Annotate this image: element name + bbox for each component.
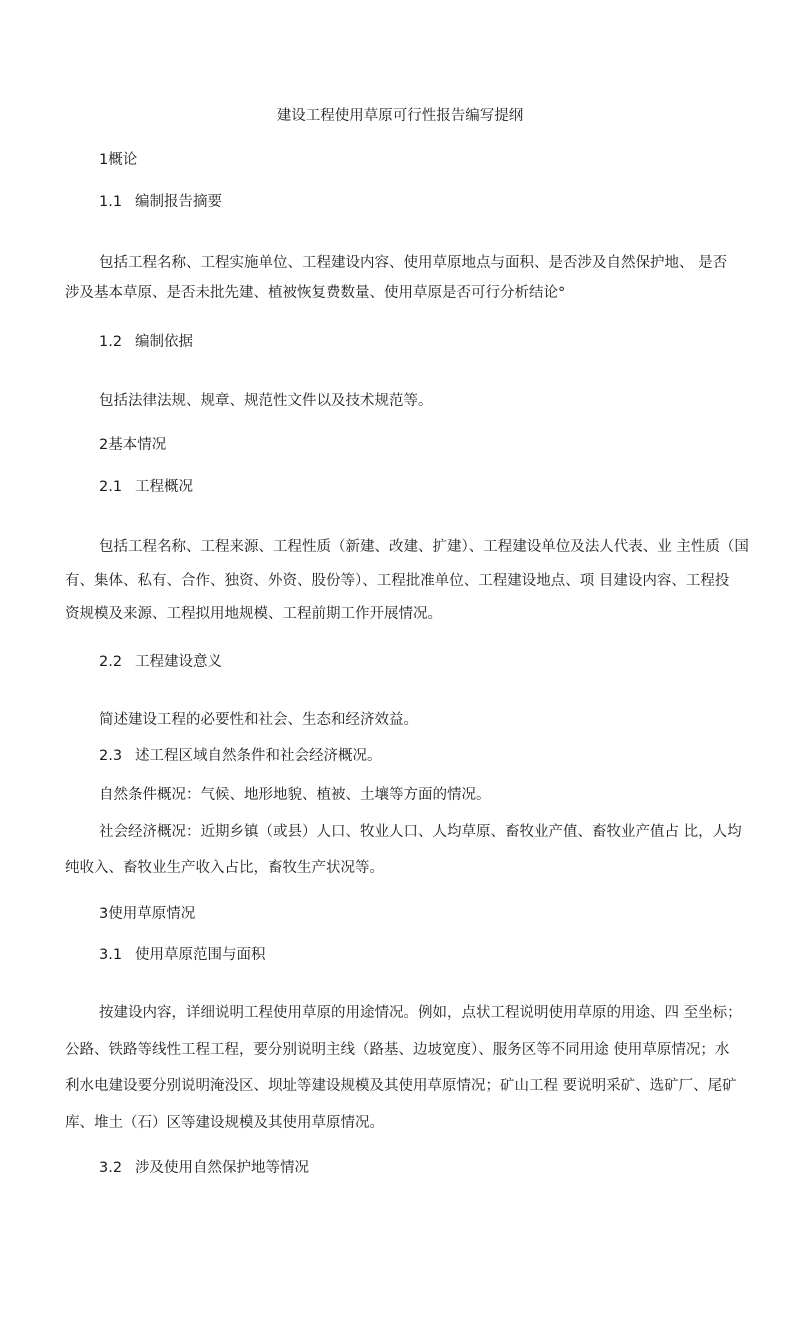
paragraph-line: 自然条件概况：气候、地形地貌、植被、土壤等方面的情况。 <box>99 787 491 803</box>
paragraph-line: 利水电建设要分别说明淹没区、坝址等建设规模及其使用草原情况；矿山工程 要说明采矿、选矿厂、尾矿 <box>65 1078 737 1094</box>
paragraph-line: 包括工程名称、工程实施单位、工程建设内容、使用草原地点与面积、是否涉及自然保护地、 是否 <box>99 255 728 271</box>
subsection-heading-2-3 <box>99 746 382 766</box>
section-heading-2: 2基本情况 <box>99 437 167 453</box>
subsection-title: 工程概况 <box>135 479 193 495</box>
paragraph-line: 有、集体、私有、合作、独资、外资、股份等）、工程批准单位、工程建设地点、项 目建设内容、工程投 <box>65 573 730 589</box>
subsection-title: 涉及使用自然保护地等情况 <box>135 1160 309 1176</box>
subsection-heading-1-2 <box>99 332 193 352</box>
paragraph-line: 纯收入、畜牧业生产收入占比，畜牧生产状况等。 <box>65 860 384 876</box>
section-heading-3: 3使用草原情况 <box>99 906 196 922</box>
subsection-heading-2-1 <box>99 477 193 497</box>
subsection-number: 2.2 <box>99 654 123 670</box>
subsection-number: 1.2 <box>99 334 123 350</box>
paragraph-line: 库、堆土（石）区等建设规模及其使用草原情况。 <box>65 1115 384 1131</box>
document-title: 建设工程使用草原可行性报告编写提纲 <box>276 108 524 124</box>
subsection-number: 1.1 <box>99 194 123 210</box>
subsection-title: 编制依据 <box>135 334 193 350</box>
subsection-heading-1-1 <box>99 192 222 212</box>
subsection-heading-3-2 <box>99 1158 309 1178</box>
subsection-number: 3.2 <box>99 1160 123 1176</box>
paragraph-line: 包括工程名称、工程来源、工程性质（新建、改建、扩建）、工程建设单位及法人代表、业 主性质（国 <box>99 539 749 555</box>
paragraph-line: 按建设内容，详细说明工程使用草原的用途情况。例如，点状工程说明使用草原的用途、四 至坐标； <box>99 1005 742 1021</box>
subsection-title: 使用草原范围与面积 <box>135 947 266 963</box>
paragraph-line: 简述建设工程的必要性和社会、生态和经济效益。 <box>99 712 418 728</box>
subsection-heading-3-1 <box>99 945 266 965</box>
section-heading-1: 1概论 <box>99 152 138 168</box>
subsection-number: 2.3 <box>99 748 123 764</box>
subsection-title: 工程建设意义 <box>135 654 222 670</box>
subsection-title: 编制报告摘要 <box>135 194 222 210</box>
subsection-number: 3.1 <box>99 947 123 963</box>
subsection-heading-2-2 <box>99 652 222 672</box>
paragraph-line: 包括法律法规、规章、规范性文件以及技术规范等。 <box>99 393 433 409</box>
subsection-title: 述工程区域自然条件和社会经济概况。 <box>135 748 382 764</box>
paragraph-line: 社会经济概况：近期乡镇（或县）人口、牧业人口、人均草原、畜牧业产值、畜牧业产值占 比，人均 <box>99 824 742 840</box>
paragraph-line: 公路、铁路等线性工程工程，要分别说明主线（路基、边坡宽度）、服务区等不同用途 使用草原情况；水 <box>65 1042 730 1058</box>
subsection-number: 2.1 <box>99 479 123 495</box>
paragraph-line: 涉及基本草原、是否未批先建、植被恢复费数量、使用草原是否可行分析结论° <box>65 285 566 301</box>
paragraph-line: 资规模及来源、工程拟用地规模、工程前期工作开展情况。 <box>65 606 442 622</box>
